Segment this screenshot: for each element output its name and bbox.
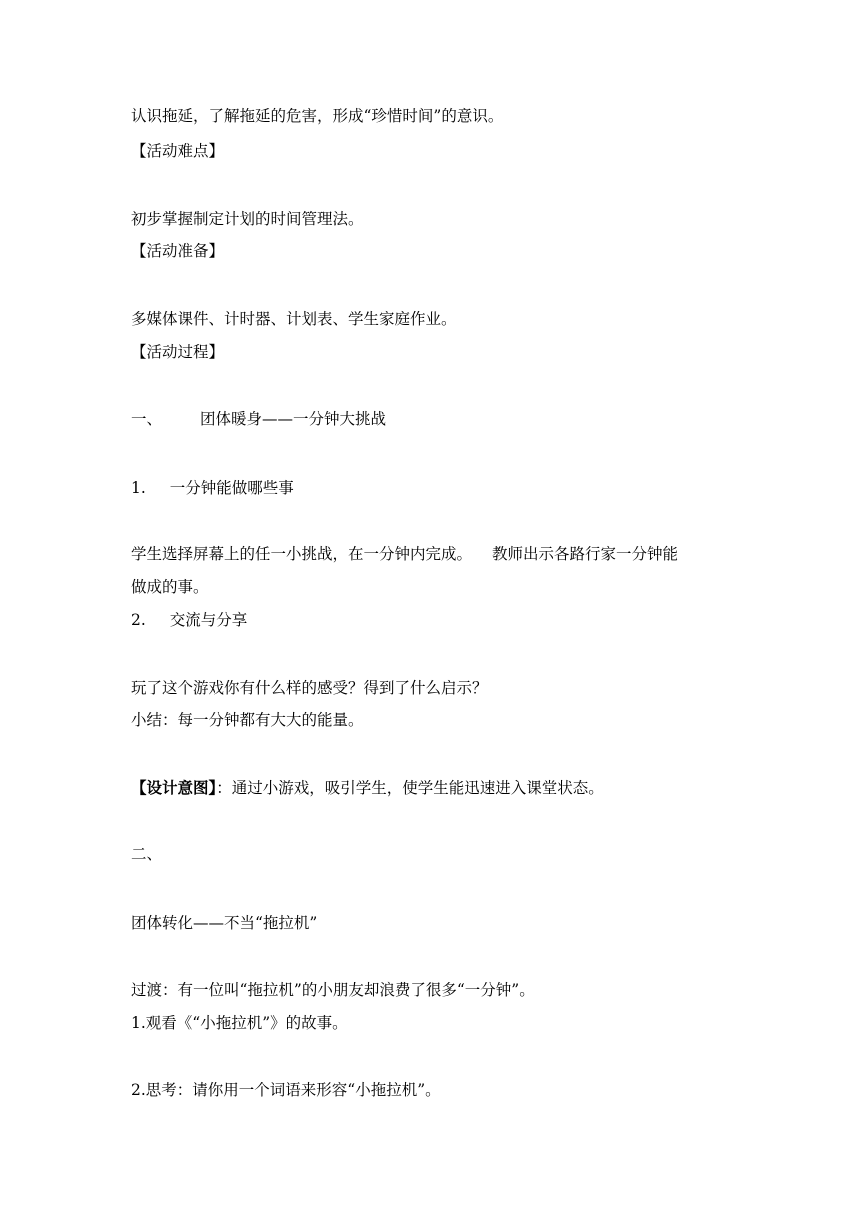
- design-intent-label: 【设计意图】: [131, 778, 217, 797]
- section1-heading: [131, 408, 386, 430]
- heading-activity-preparation: 【活动准备】: [131, 242, 225, 260]
- section1-item1-heading: [131, 477, 294, 499]
- game-question: 玩了这个游戏你有什么样的感受？得到了什么启示？: [131, 679, 488, 697]
- item2-number: 2.: [131, 611, 146, 629]
- section1-summary: 小结：每一分钟都有大大的能量。: [131, 711, 364, 729]
- section1-item2-heading: [131, 609, 247, 631]
- heading-activity-difficulty: 【活动难点】: [131, 142, 225, 160]
- difficulty-text: 初步掌握制定计划的时间管理法。: [131, 210, 364, 228]
- section2-step2: 2.思考：请你用一个词语来形容“小拖拉机”。: [131, 1081, 441, 1099]
- heading-activity-process: 【活动过程】: [131, 343, 225, 361]
- item1-text-line2: 做成的事。: [131, 578, 209, 596]
- design-intent: [131, 777, 604, 799]
- section1-number: 一、: [131, 410, 163, 428]
- item1-text-line1: [131, 543, 678, 565]
- section2-transition: 过渡：有一位叫“拖拉机”的小朋友却浪费了很多“一分钟”。: [131, 981, 535, 999]
- section2-step1: 1.观看《“小拖拉机”》的故事。: [131, 1014, 348, 1032]
- item1-number: 1.: [131, 479, 146, 497]
- goal-text: 认识拖延，了解拖延的危害，形成“珍惜时间”的意识。: [131, 107, 504, 125]
- preparation-text: 多媒体课件、计时器、计划表、学生家庭作业。: [131, 310, 457, 328]
- item1-text-a: 学生选择屏幕上的任一小挑战，在一分钟内完成。: [131, 545, 473, 563]
- item1-text-b: 教师出示各路行家一分钟能: [492, 545, 679, 563]
- design-intent-text: ：通过小游戏，吸引学生，使学生能迅速进入课堂状态。: [216, 779, 604, 797]
- section2-title: 团体转化——不当“拖拉机”: [131, 914, 318, 932]
- item1-title: 一分钟能做哪些事: [169, 479, 294, 497]
- section1-title: 团体暖身——一分钟大挑战: [200, 410, 387, 428]
- item2-title: 交流与分享: [169, 611, 248, 629]
- section2-number: 二、: [131, 845, 163, 863]
